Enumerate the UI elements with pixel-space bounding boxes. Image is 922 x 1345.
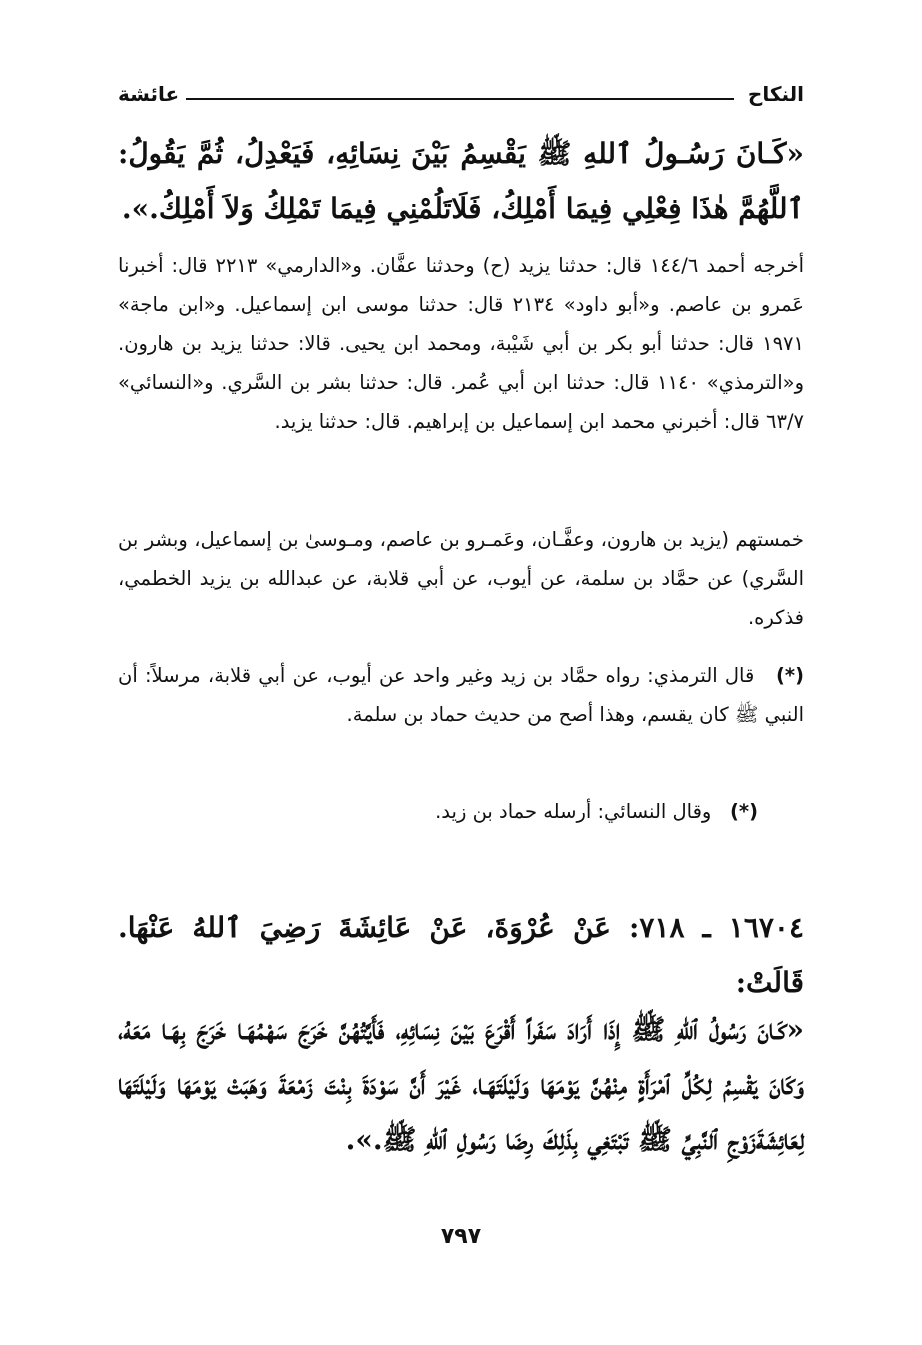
note-marker: (*) (729, 800, 758, 823)
note-marker: (*) (775, 664, 804, 687)
hadith-text-1: «كَـانَ رَسُـولُ ٱللهِ ﷺ يَقْسِمُ بَيْنَ نِسَائِهِ، فَيَعْدِلُ، ثُمَّ يَقُولُ: ٱللَّهُمَّ هٰذَا فِعْلِي فِيمَا أَمْلِكُ، فَلَاتَلُمْنِي فِيمَا تَمْلِكُ وَلاَ أَمْلِكُ.». (118, 137, 804, 225)
takhrij-paragraph: أخرجه أحمد ١٤٤/٦ قال: حدثنا يزيد (ح) وحدثنا عفَّان. و«الدارمي» ٢٢١٣ قال: أخبرنا عَمرو بن عاصم. و«أبو داود» ٢١٣٤ قال: حدثنا موسى ابن إسماعيل. و«ابن ماجة» ١٩٧١ قال: حدثنا أبو بكر بن أبي شَيْبة، ومحمد ابن يحيى. قالا: حدثنا يزيد بن هارون. و«الترمذي» ١١٤٠ قال: حدثنا ابن أبي عُمر. قال: حدثنا بشر بن السَّري. و«النسائي» ٦٣/٧ قال: أخبرني محمد ابن إسماعيل بن إبراهيم. قال: حدثنا يزيد. (118, 254, 804, 433)
note-text: قال الترمذي: رواه حمَّاد بن زيد وغير واحد عن أيوب، عن أبي قلابة، مرسلاً: أن النبي ﷺ كان يقسم، وهذا أصح من حديث حماد بن سلمة. (118, 664, 804, 726)
header-chapter-name: النكاح (747, 82, 804, 106)
header-section-name: عائشة (118, 82, 180, 106)
hadith-text-2: «كَـانَ رَسُولُ ٱللهِ ﷺ إِذَا أَرَادَ سَفَراً أَقْرَعَ بَيْنَ نِسَائِهِ، فَأَيَّتُهُنَّ خَرَجَ سَهْمُهَـا خَرَجَ بِهَـا مَعَهُ، وَكَانَ يَقْسِمُ لِكُلِّ ٱمْرَأَةٍ مِنْهُنَّ يَوْمَهَا وَلَيْلَتَهَـا، غَيْرَ أَنَّ سَوْدَةَ بِنْتَ زَمْعَةَ وَهَبَتْ يَوْمَهَا وَلَيْلَتَهَا لِعَائِشَةَزَوْجِ ٱلنَّبِيِّ ﷺ تَبْتَغِي بِذَلِكَ رِضَا رَسُولِ ٱللهِ ﷺ.». (118, 1013, 804, 1156)
note-text: وقال النسائي: أرسله حماد بن زيد. (435, 800, 712, 823)
running-header (118, 76, 804, 116)
tirmidhi-note (118, 656, 804, 734)
page-number: ٧٩٧ (440, 1224, 482, 1249)
hadith-heading-2: ١٦٧٠٤ ـ ٧١٨: عَنْ عُرْوَةَ، عَنْ عَائِشَةَ رَضِيَ ٱللهُ عَنْهَا. قَالَتْ: (118, 911, 804, 999)
nasai-note (118, 792, 804, 831)
header-rule (186, 98, 734, 100)
chain-paragraph: خمستهم (يزيد بن هارون، وعفَّـان، وعَمـرو بن عاصم، ومـوسىٰ بن إسماعيل، وبشر بن السَّري) عن حمَّاد بن سلمة، عن أيوب، عن أبي قلابة، عن عبدالله بن يزيد الخطمي، فذكره. (118, 528, 804, 629)
